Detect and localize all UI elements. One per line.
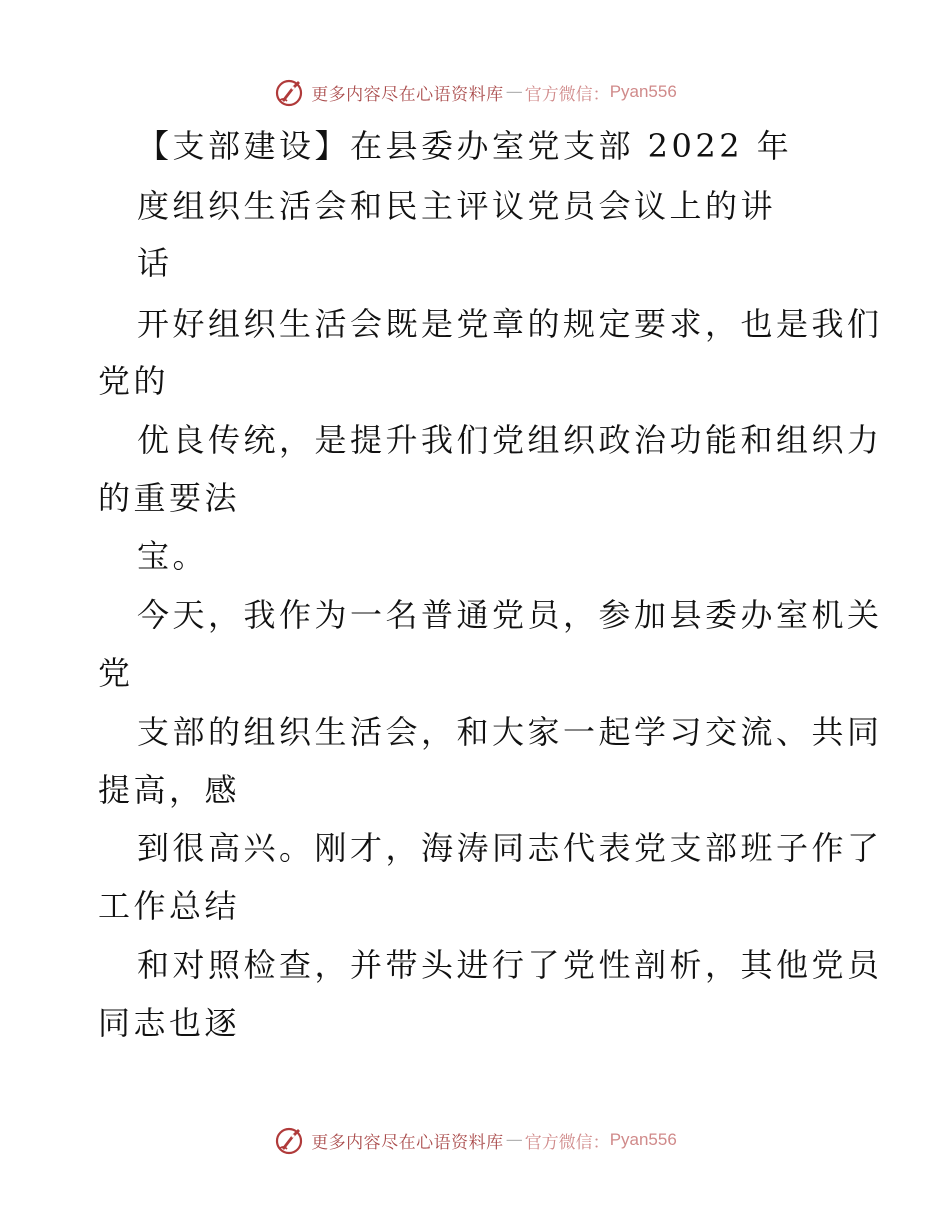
pen-nib-logo-icon [273, 75, 307, 109]
body-line-7: 党 [98, 654, 134, 692]
body-line-2: 党的 [98, 362, 170, 400]
body-line-3: 优良传统，是提升我们党组织政治功能和组织力 [137, 421, 883, 459]
body-line-4: 的重要法 [98, 479, 241, 517]
body-line-11: 工作总结 [98, 887, 241, 925]
header-wechat-label: 官方微信： [524, 84, 610, 105]
body-line-8: 支部的组织生活会，和大家一起学习交流、共同 [137, 713, 883, 751]
body-line-10: 到很高兴。刚才，海涛同志代表党支部班子作了 [137, 829, 883, 867]
footer-separator: — [505, 1130, 523, 1150]
header-site-text: 更多内容尽在心语资料库 [311, 84, 504, 105]
footer-wechat-label: 官方微信： [524, 1132, 610, 1153]
body-line-5: 宝。 [137, 537, 209, 575]
pen-nib-logo-icon [273, 1123, 307, 1157]
header-separator: — [505, 82, 523, 102]
body-line-13: 同志也逐 [98, 1004, 241, 1042]
document-title-line-3: 话 [137, 244, 173, 282]
body-line-6: 今天，我作为一名普通党员，参加县委办室机关 [137, 596, 883, 634]
document-title-line-1: 【支部建设】在县委办室党支部 2022 年 [137, 127, 793, 165]
header-wechat-id: Pyan556 [609, 82, 677, 101]
document-title-line-2: 度组织生活会和民主评议党员会议上的讲 [137, 187, 777, 225]
footer-banner [0, 1120, 950, 1160]
body-line-9: 提高，感 [98, 771, 241, 809]
header-banner [0, 72, 950, 112]
body-line-12: 和对照检查，并带头进行了党性剖析，其他党员 [137, 946, 883, 984]
body-line-1: 开好组织生活会既是党章的规定要求，也是我们 [137, 305, 883, 343]
footer-wechat-id: Pyan556 [609, 1130, 677, 1149]
footer-site-text: 更多内容尽在心语资料库 [311, 1132, 504, 1153]
